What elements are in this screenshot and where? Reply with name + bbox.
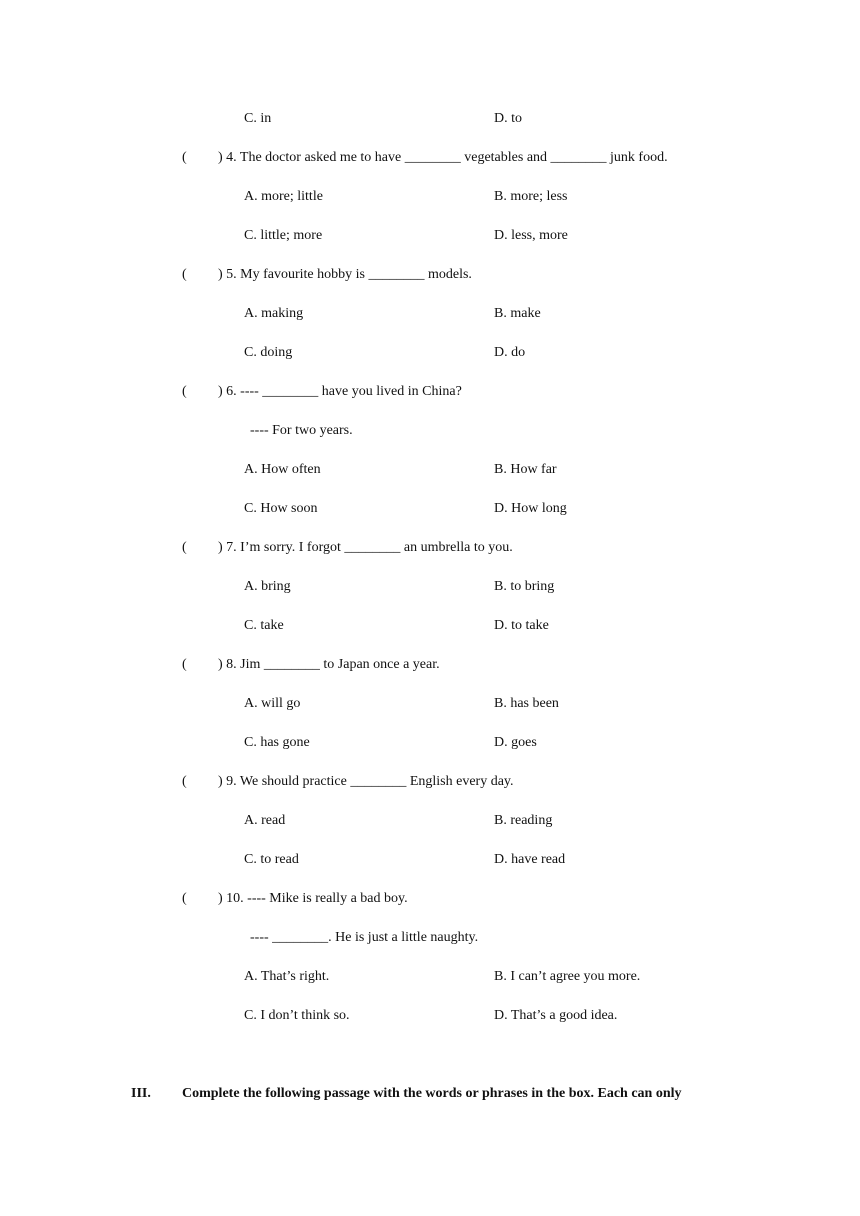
q7-option-b: B. to bring bbox=[494, 579, 555, 594]
q5-option-d: D. do bbox=[494, 345, 526, 360]
q7-option-c: C. take bbox=[244, 618, 284, 633]
q3-option-c: C. in bbox=[244, 111, 272, 126]
q6-answer-paren: ( bbox=[182, 384, 187, 399]
q6-option-d: D. How long bbox=[494, 501, 567, 516]
q5-option-c: C. doing bbox=[244, 345, 293, 360]
q5-stem: ) 5. My favourite hobby is ________ models. bbox=[218, 267, 472, 282]
q9-option-a: A. read bbox=[244, 813, 286, 828]
q10-followup: ---- ________. He is just a little naughty. bbox=[250, 930, 479, 945]
q8-answer-paren: ( bbox=[182, 657, 187, 672]
q4-option-d: D. less, more bbox=[494, 228, 568, 243]
q6-followup: ---- For two years. bbox=[250, 423, 353, 438]
q7-stem: ) 7. I’m sorry. I forgot ________ an umbrella to you. bbox=[218, 540, 513, 555]
q9-stem: ) 9. We should practice ________ English every day. bbox=[218, 774, 514, 789]
q10-option-a: A. That’s right. bbox=[244, 969, 330, 984]
q8-option-a: A. will go bbox=[244, 696, 301, 711]
q7-answer-paren: ( bbox=[182, 540, 187, 555]
q6-option-a: A. How often bbox=[244, 462, 321, 477]
q4-stem: ) 4. The doctor asked me to have ________ vegetables and ________ junk food. bbox=[218, 150, 668, 165]
q6-option-b: B. How far bbox=[494, 462, 557, 477]
q4-option-a: A. more; little bbox=[244, 189, 323, 204]
q4-answer-paren: ( bbox=[182, 150, 187, 165]
q6-option-c: C. How soon bbox=[244, 501, 318, 516]
q9-option-b: B. reading bbox=[494, 813, 553, 828]
q3-option-d: D. to bbox=[494, 111, 522, 126]
q7-option-a: A. bring bbox=[244, 579, 291, 594]
q9-option-c: C. to read bbox=[244, 852, 299, 867]
q8-option-d: D. goes bbox=[494, 735, 537, 750]
q4-option-c: C. little; more bbox=[244, 228, 323, 243]
section-instruction: Complete the following passage with the words or phrases in the box. Each can only bbox=[182, 1086, 682, 1101]
q7-option-d: D. to take bbox=[494, 618, 549, 633]
q10-option-b: B. I can’t agree you more. bbox=[494, 969, 641, 984]
q10-option-c: C. I don’t think so. bbox=[244, 1008, 350, 1023]
q10-option-d: D. That’s a good idea. bbox=[494, 1008, 618, 1023]
q8-stem: ) 8. Jim ________ to Japan once a year. bbox=[218, 657, 440, 672]
q5-option-b: B. make bbox=[494, 306, 541, 321]
q5-option-a: A. making bbox=[244, 306, 304, 321]
q10-stem: ) 10. ---- Mike is really a bad boy. bbox=[218, 891, 408, 906]
q8-option-c: C. has gone bbox=[244, 735, 310, 750]
q8-option-b: B. has been bbox=[494, 696, 559, 711]
q4-option-b: B. more; less bbox=[494, 189, 568, 204]
section-number: III. bbox=[131, 1086, 151, 1101]
q10-answer-paren: ( bbox=[182, 891, 187, 906]
q5-answer-paren: ( bbox=[182, 267, 187, 282]
q6-stem: ) 6. ---- ________ have you lived in China? bbox=[218, 384, 462, 399]
q9-answer-paren: ( bbox=[182, 774, 187, 789]
q9-option-d: D. have read bbox=[494, 852, 566, 867]
